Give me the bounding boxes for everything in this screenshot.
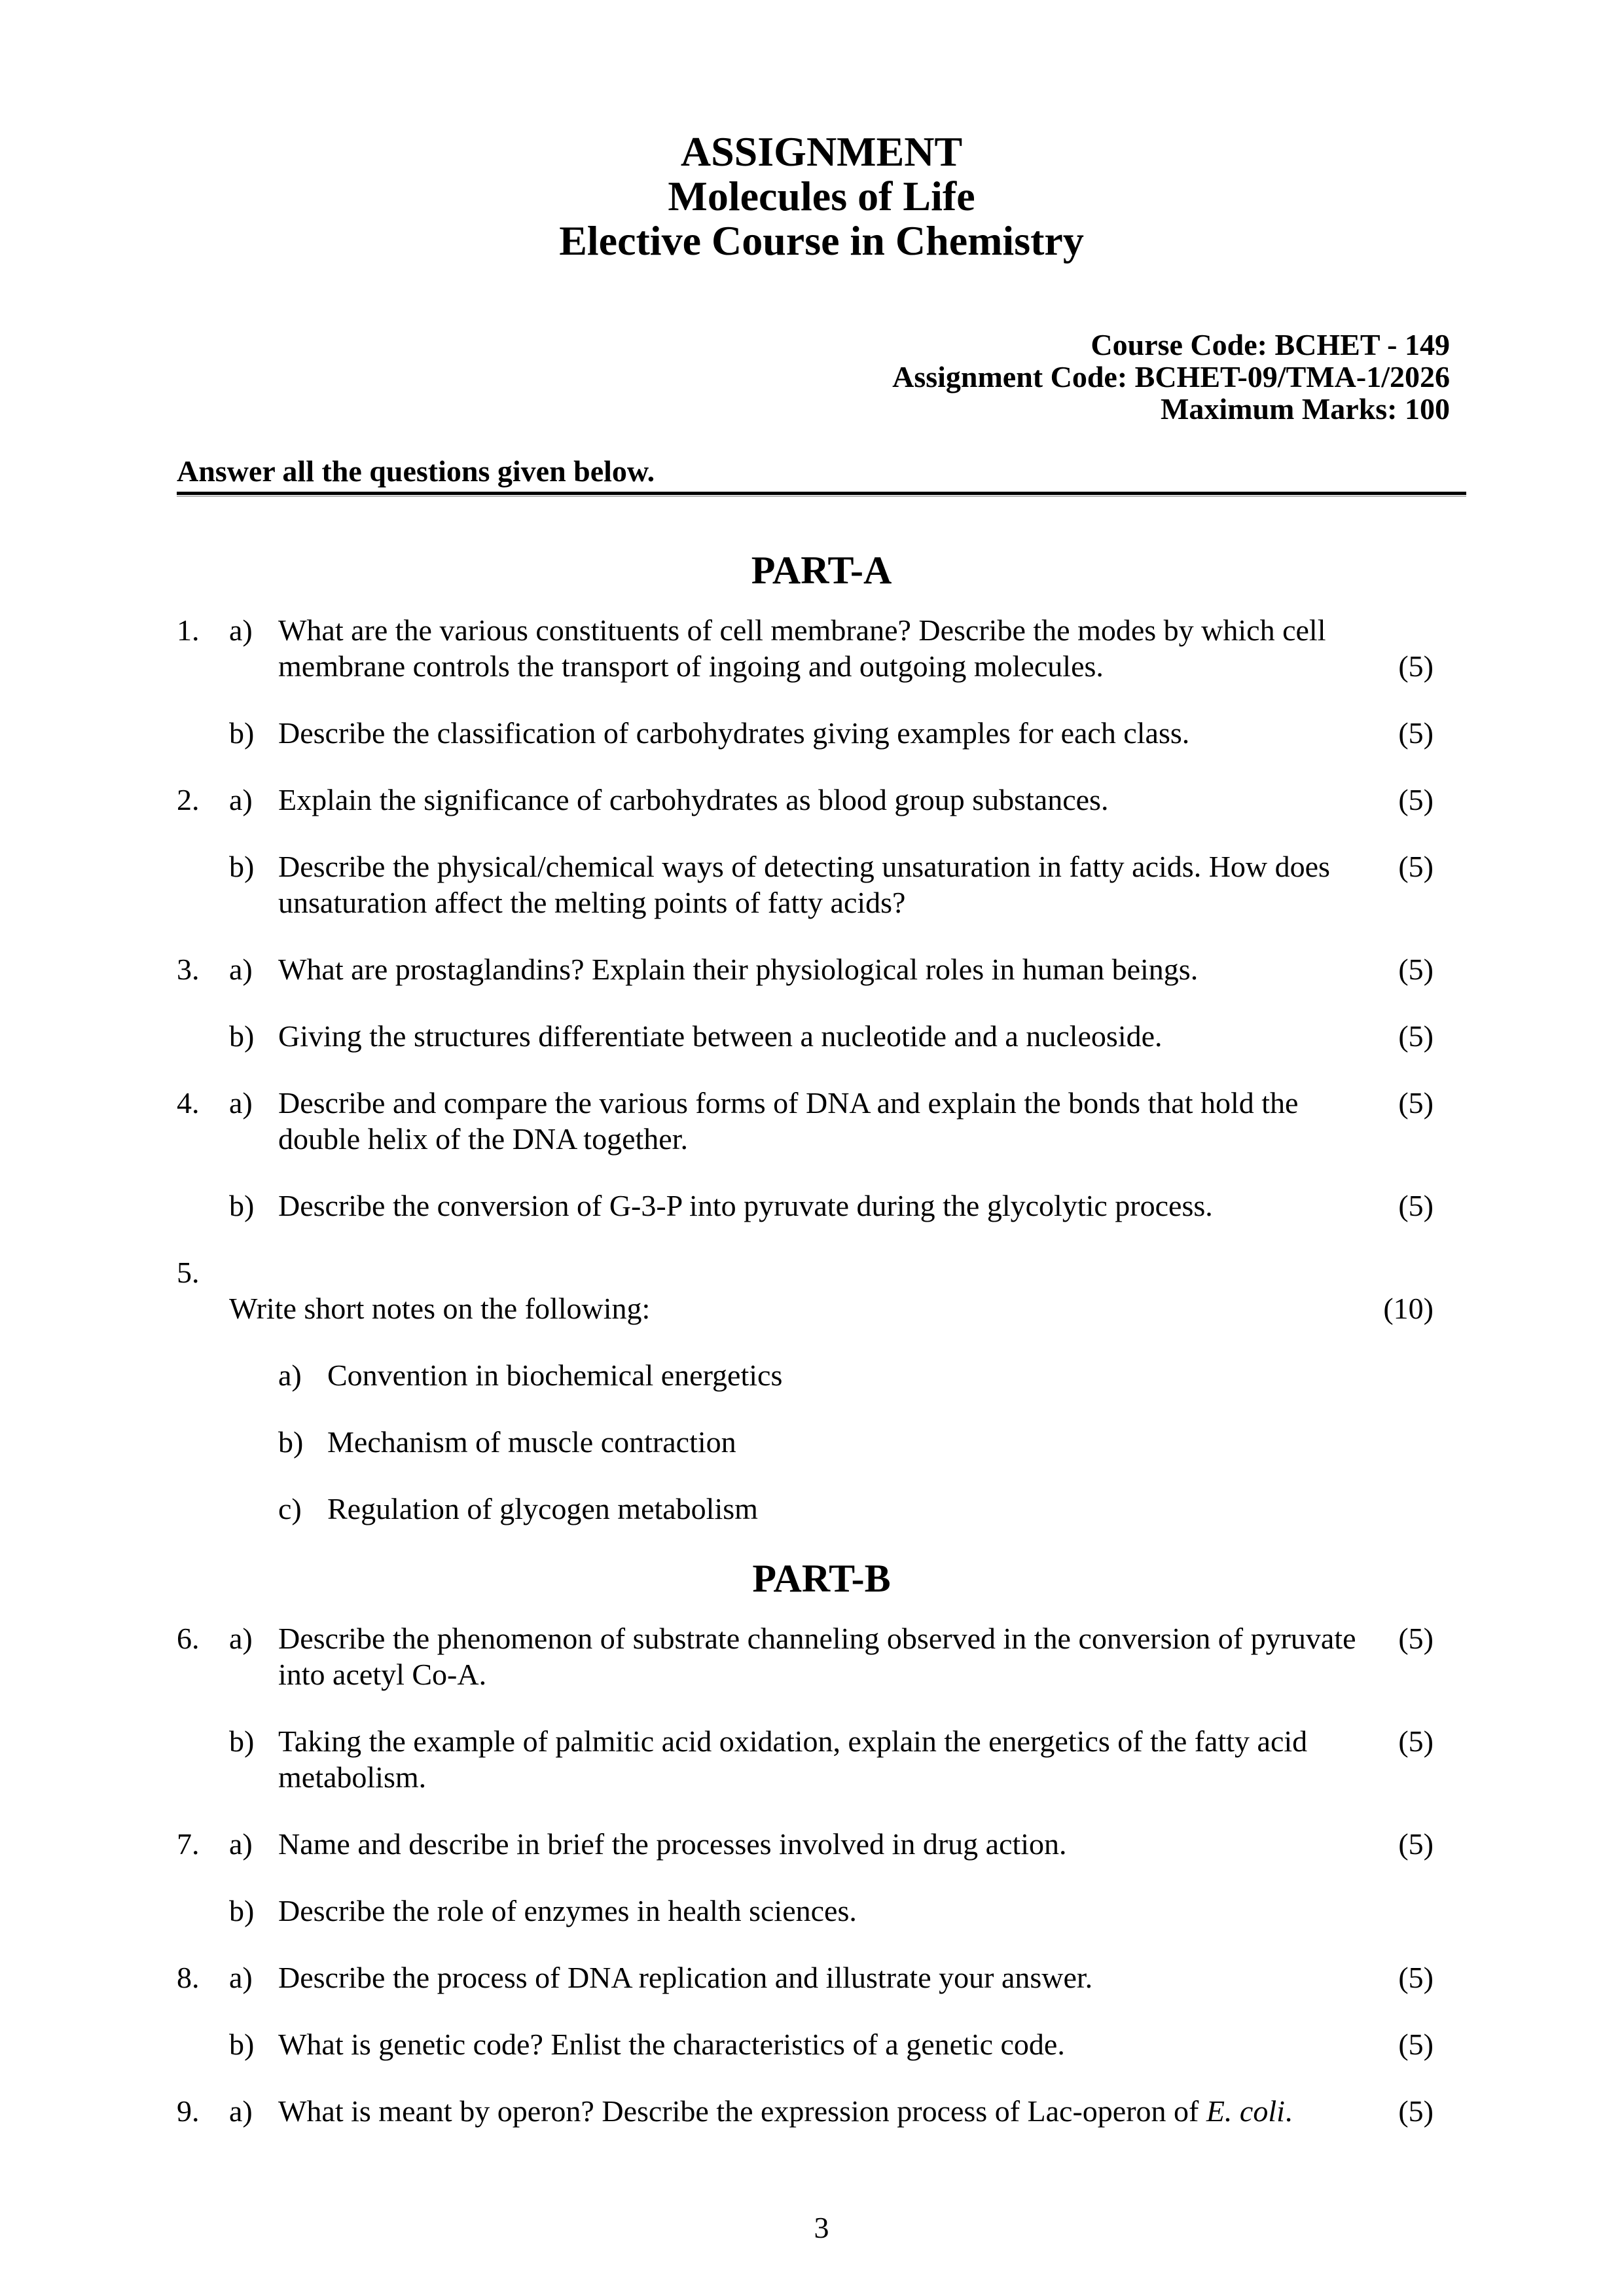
question-text (229, 1290, 1381, 1326)
question-marks: (5) (1398, 1189, 1434, 1222)
question-marks: (5) (1398, 716, 1434, 750)
question-letter: a) (229, 1827, 253, 1861)
question-item (177, 1357, 1466, 1393)
question-number: 8. (177, 1961, 200, 1994)
question-text-content: Convention in biochemical energetics (327, 1358, 783, 1392)
question-text-content: Describe the process of DNA replication and illustrate your answer. (278, 1961, 1093, 1994)
part-b-items (177, 1620, 1466, 2129)
question-text (278, 782, 1381, 818)
question-marks: (5) (1398, 953, 1434, 986)
question-text-content: Describe the physical/chemical ways of detecting unsaturation in fatty acids. How does unsaturation affect the melting points of fatty acids? (278, 850, 1330, 919)
question-text-content: Name and describe in brief the processes involved in drug action. (278, 1827, 1067, 1861)
question-item (177, 1254, 1466, 1326)
course-meta-block (177, 329, 1466, 425)
question-item (177, 1723, 1466, 1795)
question-number: 1. (177, 613, 200, 647)
question-marks: (5) (1398, 1622, 1434, 1655)
question-item (177, 1893, 1466, 1929)
question-marks: (5) (1398, 2028, 1434, 2061)
question-text (278, 612, 1381, 684)
question-letter: b) (229, 1019, 255, 1053)
divider-rule-shadow (177, 496, 1466, 497)
question-item (177, 2093, 1466, 2129)
question-letter: a) (229, 783, 253, 816)
question-text (278, 2093, 1381, 2129)
question-number: 9. (177, 2094, 200, 2128)
question-number: 4. (177, 1086, 200, 1120)
question-marks: (5) (1398, 1019, 1434, 1053)
question-text-content: Describe the classification of carbohydrates giving examples for each class. (278, 716, 1190, 750)
question-item (177, 1188, 1466, 1224)
question-item (177, 1018, 1466, 1054)
question-letter: a) (229, 613, 253, 647)
part-a-heading: PART-A (751, 549, 892, 592)
question-letter: a) (278, 1358, 302, 1392)
course-subtitle: Elective Course in Chemistry (559, 217, 1084, 264)
question-text-content: Describe the conversion of G-3-P into pyruvate during the glycolytic process. (278, 1189, 1213, 1222)
question-text (278, 1826, 1381, 1862)
question-text-content: Explain the significance of carbohydrates as blood group substances. (278, 783, 1109, 816)
question-item (177, 715, 1466, 751)
question-letter: a) (229, 953, 253, 986)
question-text (278, 1620, 1381, 1692)
question-text-content: Write short notes on the following: (229, 1292, 651, 1325)
question-text-content: Describe the role of enzymes in health sciences. (278, 1894, 857, 1927)
question-letter: b) (278, 1425, 304, 1459)
question-item (177, 1620, 1466, 1692)
question-item (177, 2026, 1466, 2062)
section-part-a (177, 549, 1466, 1527)
question-text-content: What are prostaglandins? Explain their physiological roles in human beings. (278, 953, 1199, 986)
part-b-heading: PART-B (752, 1557, 891, 1600)
question-letter: b) (229, 850, 255, 883)
question-letter: b) (229, 1189, 255, 1222)
section-part-b (177, 1558, 1466, 2129)
question-marks: (5) (1398, 1724, 1434, 1758)
instruction-text: Answer all the questions given below. (177, 454, 655, 488)
question-marks: (5) (1398, 850, 1434, 883)
page-title: ASSIGNMENT (680, 128, 963, 175)
question-text (278, 715, 1381, 751)
question-marks: (10) (1383, 1292, 1434, 1325)
question-marks: (5) (1398, 2094, 1434, 2128)
question-text (278, 1357, 1381, 1393)
question-text (278, 1959, 1381, 1995)
question-item (177, 951, 1466, 987)
question-item (177, 1826, 1466, 1862)
question-text (278, 1085, 1381, 1157)
question-item (177, 1424, 1466, 1460)
question-item (177, 848, 1466, 920)
question-marks: (5) (1398, 783, 1434, 816)
question-letter: a) (229, 1086, 253, 1120)
question-text (278, 1018, 1381, 1054)
question-text (278, 1491, 1381, 1527)
question-letter: b) (229, 1724, 255, 1758)
question-text (278, 848, 1381, 920)
question-number: 6. (177, 1622, 200, 1655)
question-text-content: Taking the example of palmitic acid oxidation, explain the energetics of the fatty acid metabolism. (278, 1724, 1308, 1794)
course-title: Molecules of Life (668, 173, 975, 219)
question-number: 5. (177, 1256, 200, 1289)
question-text-content: What is meant by operon? Describe the expression process of Lac-operon of E. coli. (278, 2094, 1293, 2128)
question-text (278, 1893, 1381, 1929)
question-item (177, 1085, 1466, 1157)
question-marks: (5) (1398, 1961, 1434, 1994)
part-a-items (177, 612, 1466, 1527)
question-item (177, 1959, 1466, 1995)
question-text (278, 1723, 1381, 1795)
question-text-content: Describe and compare the various forms of DNA and explain the bonds that hold the double helix of the DNA together. (278, 1086, 1299, 1156)
question-text-content: What is genetic code? Enlist the characteristics of a genetic code. (278, 2028, 1065, 2061)
question-item (177, 782, 1466, 818)
assignment-code: Assignment Code: BCHET-09/TMA-1/2026 (892, 360, 1450, 393)
question-letter: b) (229, 1894, 255, 1927)
question-letter: a) (229, 1961, 253, 1994)
question-number: 2. (177, 783, 200, 816)
question-letter: a) (229, 1622, 253, 1655)
question-text-content: Regulation of glycogen metabolism (327, 1492, 758, 1525)
question-letter: a) (229, 2094, 253, 2128)
question-number: 7. (177, 1827, 200, 1861)
question-text-content: Giving the structures differentiate between a nucleotide and a nucleoside. (278, 1019, 1163, 1053)
question-marks: (5) (1398, 649, 1434, 683)
question-marks: (5) (1398, 1086, 1434, 1120)
maximum-marks: Maximum Marks: 100 (1160, 392, 1450, 426)
page-number: 3 (814, 2211, 829, 2244)
question-text-italic: E. coli (1206, 2094, 1285, 2128)
question-number: 3. (177, 953, 200, 986)
course-code: Course Code: BCHET - 149 (1091, 328, 1450, 361)
question-marks: (5) (1398, 1827, 1434, 1861)
question-text (278, 1188, 1381, 1224)
question-item (177, 1491, 1466, 1527)
question-text-content: What are the various constituents of cell membrane? Describe the modes by which cell membrane controls the transport of ingoing and outgoing molecules. (278, 613, 1326, 683)
title-block (177, 130, 1466, 263)
question-letter: c) (278, 1492, 302, 1525)
question-text-content: Describe the phenomenon of substrate channeling observed in the conversion of pyruvate into acetyl Co-A. (278, 1622, 1356, 1691)
divider-rule (177, 492, 1466, 495)
question-text (278, 951, 1381, 987)
question-item (177, 612, 1466, 684)
question-letter: b) (229, 716, 255, 750)
question-letter: b) (229, 2028, 255, 2061)
question-text-content: Mechanism of muscle contraction (327, 1425, 736, 1459)
question-text (278, 2026, 1381, 2062)
question-text (278, 1424, 1381, 1460)
